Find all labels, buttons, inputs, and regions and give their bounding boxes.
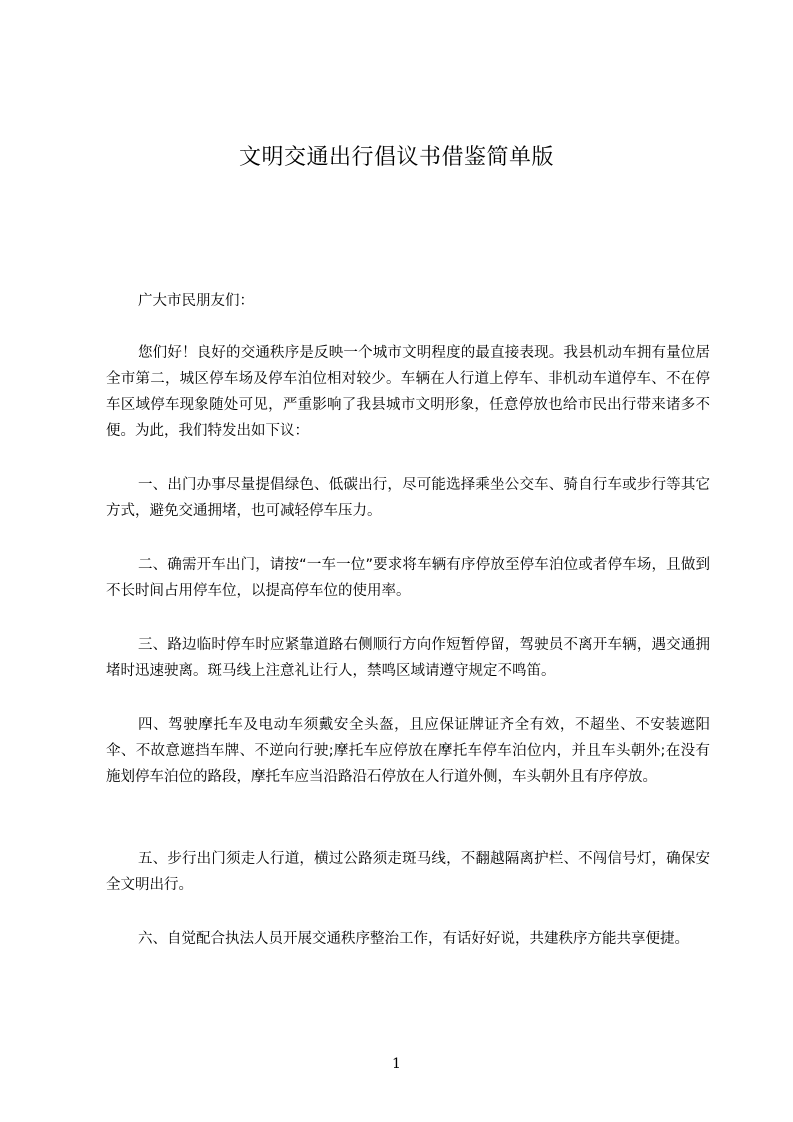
intro-paragraph: 您们好！良好的交通秩序是反映一个城市文明程度的最直接表现。我县机动车拥有量位居全市第二，城区停车场及停车泊位相对较少。车辆在人行道上停车、非机动车道停车、不在停车区域停车现象随处可见，严重影响了我县城市文明形象，任意停放也给市民出行带来诸多不便。为此，我们特发出如下议： — [106, 345, 710, 439]
salutation: 广大市民朋友们： — [138, 293, 254, 309]
proposal-item-2: 二、确需开车出门，请按“一车一位”要求将车辆有序停放至停车泊位或者停车场，且做到不长时间占用停车位，以提高停车位的使用率。 — [106, 557, 710, 599]
proposal-item-5: 五、步行出门须走人行道，横过公路须走斑马线，不翻越隔离护栏、不闯信号灯，确保安全文明出行。 — [106, 851, 710, 893]
proposal-item-6: 六、自觉配合执法人员开展交通秩序整治工作，有话好好说，共建秩序方能共享便捷。 — [138, 931, 689, 947]
proposal-item-1: 一、出门办事尽量提倡绿色、低碳出行，尽可能选择乘坐公交车、骑自行车或步行等其它方式，避免交通拥堵，也可减轻停车压力。 — [106, 477, 710, 519]
document-title: 文明交通出行倡议书借鉴简单版 — [238, 145, 554, 170]
page-number: 1 — [392, 1056, 401, 1072]
proposal-item-3: 三、路边临时停车时应紧靠道路右侧顺行方向作短暂停留，驾驶员不离开车辆，遇交通拥堵时迅速驶离。斑马线上注意礼让行人，禁鸣区域请遵守规定不鸣笛。 — [106, 637, 710, 679]
proposal-item-4: 四、驾驶摩托车及电动车须戴安全头盔，且应保证牌证齐全有效，不超坐、不安装遮阳伞、不故意遮挡车牌、不逆向行驶;摩托车应停放在摩托车停车泊位内，并且车头朝外;在没有施划停车泊位的路段，摩托车应当沿路沿石停放在人行道外侧，车头朝外且有序停放。 — [106, 717, 710, 785]
